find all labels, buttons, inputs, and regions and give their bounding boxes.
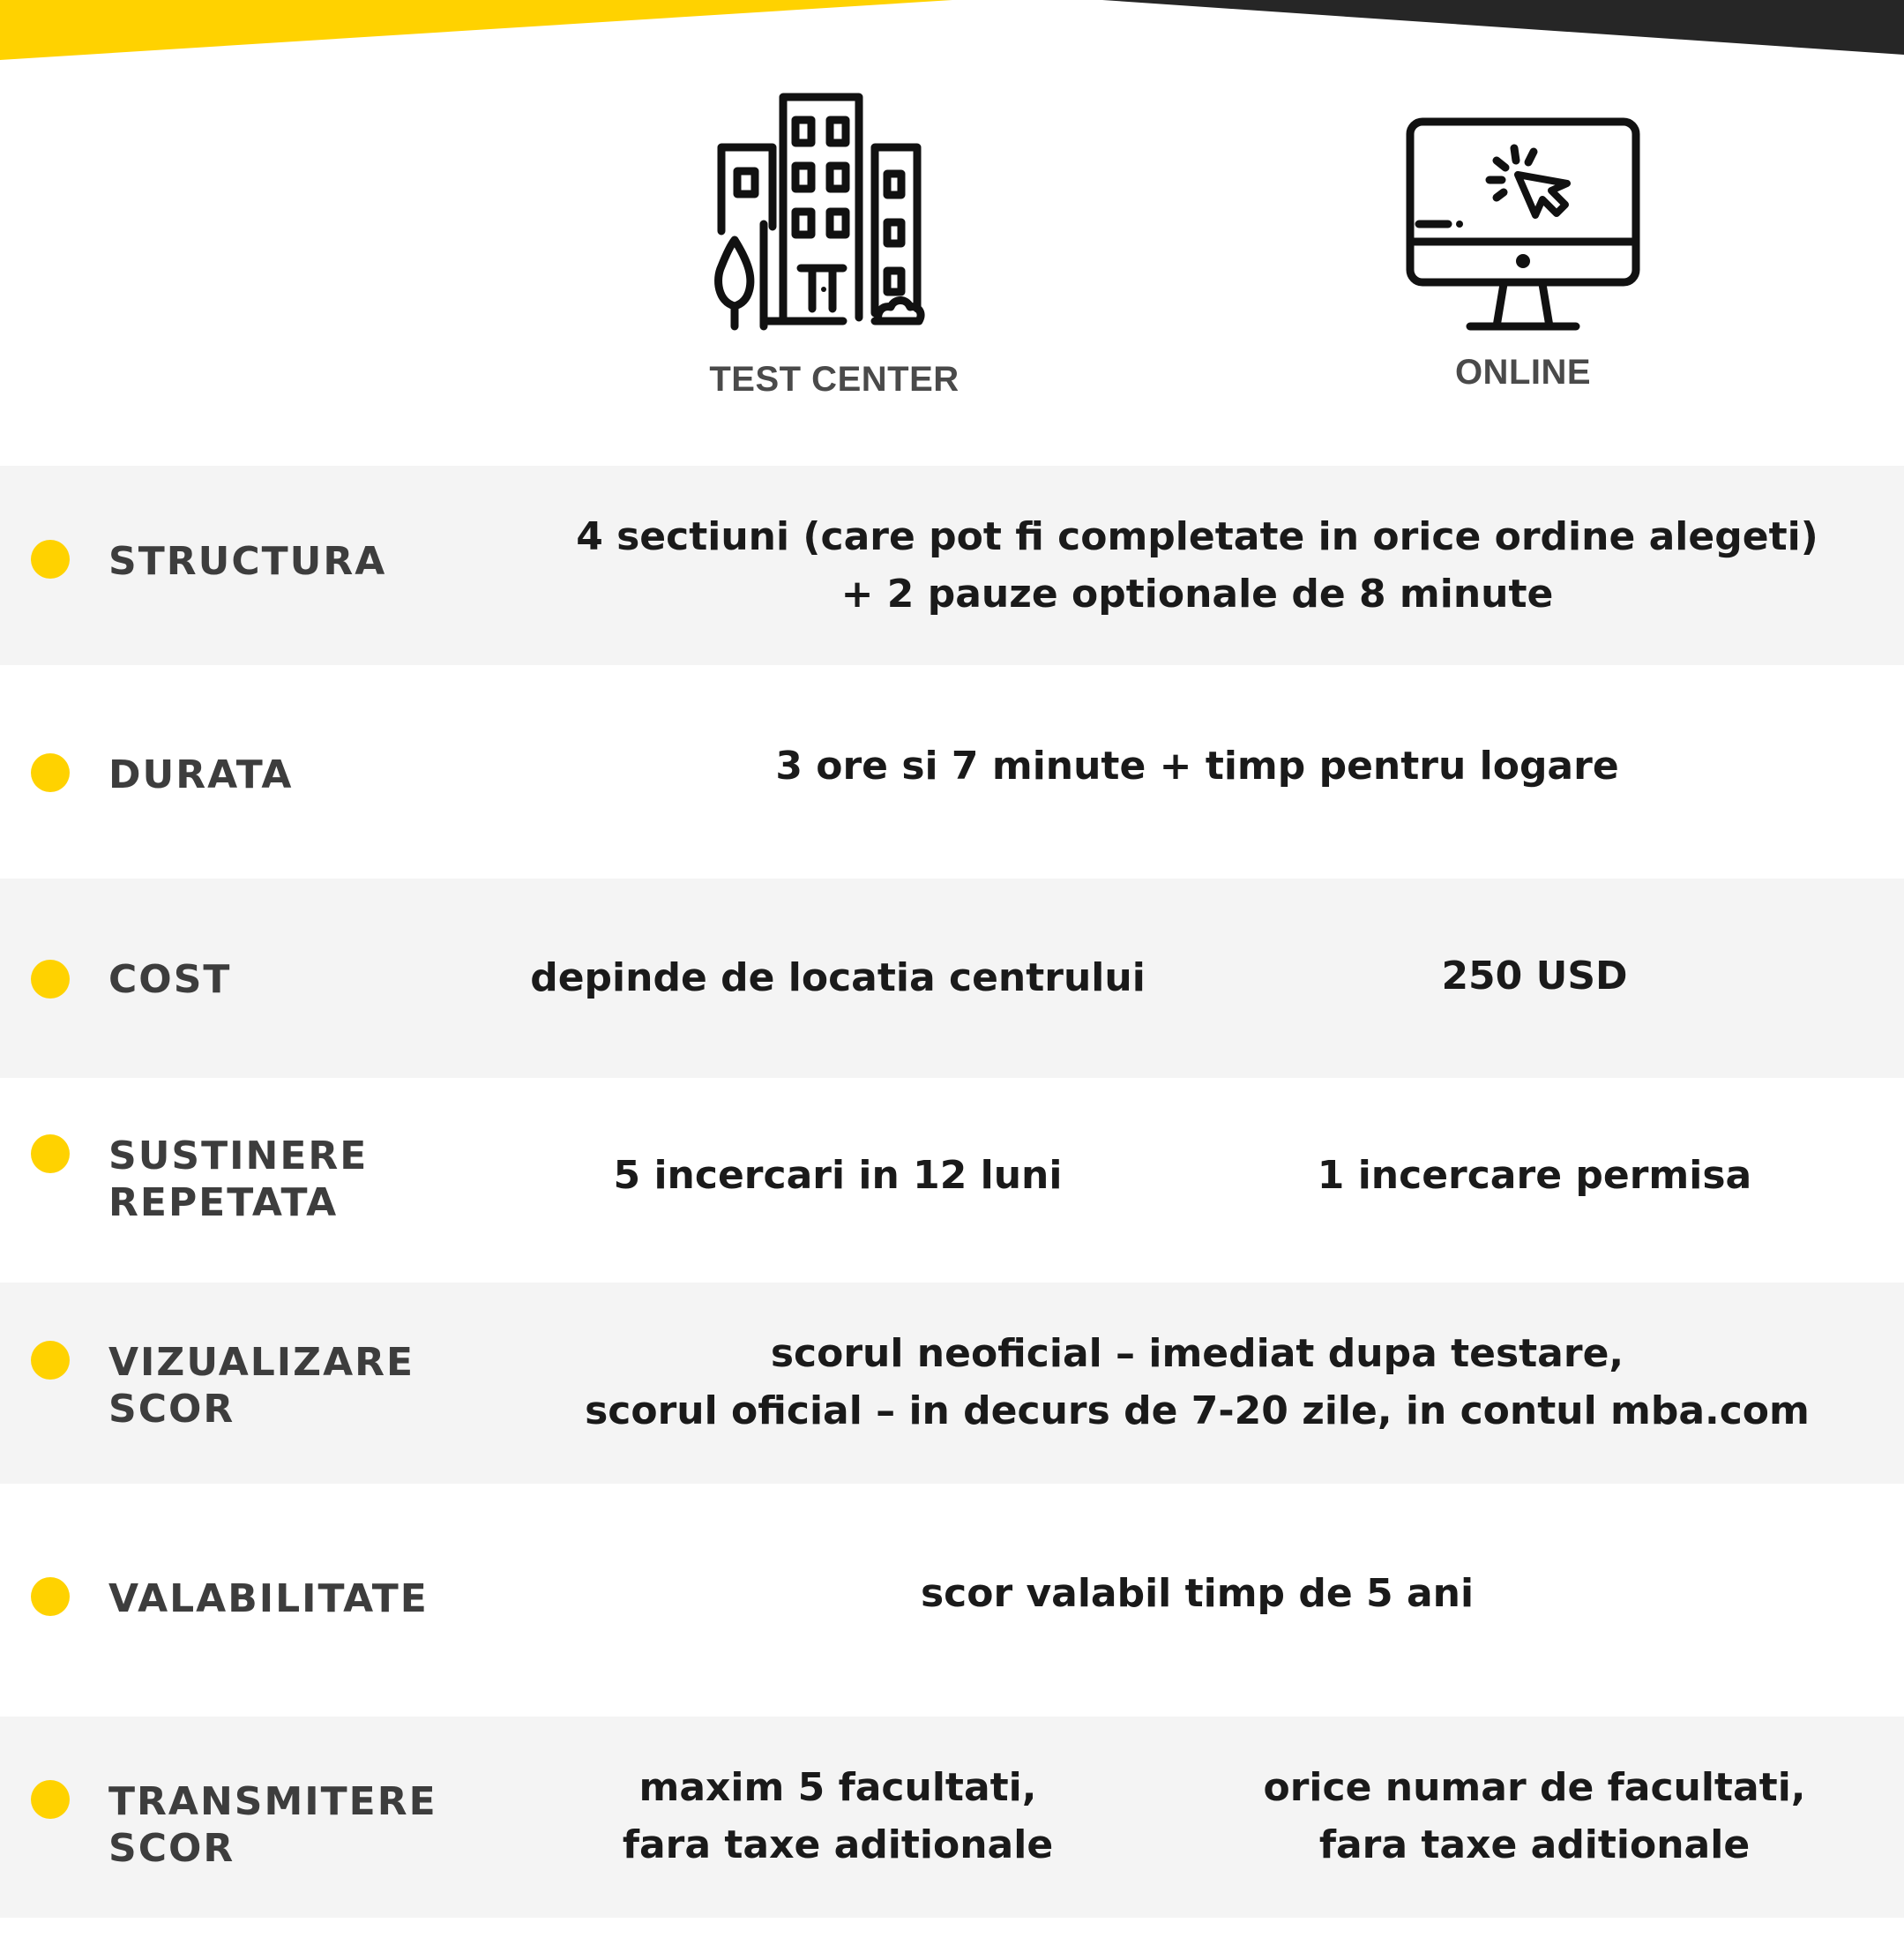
building-icon bbox=[702, 90, 967, 337]
bullet-dot bbox=[31, 1341, 70, 1380]
value-line: orice numar de facultati, bbox=[1263, 1765, 1806, 1810]
column-header-online-label: ONLINE bbox=[1454, 353, 1592, 392]
value-vizualizare-scor bbox=[511, 1325, 1883, 1440]
row-label-text: SCOR bbox=[108, 1826, 235, 1871]
monitor-cursor-icon bbox=[1400, 111, 1646, 340]
bullet-dot bbox=[31, 1577, 70, 1616]
column-header-online bbox=[1258, 0, 1788, 393]
value-sustinere-online bbox=[1217, 1147, 1852, 1204]
row-durata bbox=[0, 665, 1904, 879]
row-label-valabilitate bbox=[108, 1575, 488, 1622]
value-valabilitate bbox=[511, 1565, 1883, 1622]
row-label-text: SUSTINERE bbox=[108, 1133, 369, 1178]
value-line: fara taxe aditionale bbox=[622, 1822, 1054, 1867]
row-label-durata bbox=[108, 752, 488, 798]
value-transmitere-test-center bbox=[520, 1759, 1155, 1874]
value-line: 250 USD bbox=[1441, 954, 1628, 999]
row-label-text: REPETATA bbox=[108, 1180, 339, 1225]
row-label-text: TRANSMITERE bbox=[108, 1779, 437, 1824]
value-line: 4 sectiuni (care pot fi completate in orice ordine alegeti) bbox=[576, 514, 1818, 559]
row-label-vizualizare-scor bbox=[108, 1339, 488, 1433]
bullet-dot bbox=[31, 960, 70, 999]
bullet-dot bbox=[31, 1134, 70, 1173]
row-label-text: COST bbox=[108, 957, 232, 1002]
row-label-structura bbox=[108, 538, 488, 585]
value-line: scorul neoficial – imediat dupa testare, bbox=[770, 1331, 1624, 1376]
row-label-text: DURATA bbox=[108, 752, 294, 797]
value-line: scorul oficial – in decurs de 7-20 zile, in contul mba.com bbox=[585, 1388, 1810, 1433]
row-label-cost bbox=[108, 956, 488, 1003]
value-line: 1 incercare permisa bbox=[1317, 1153, 1752, 1198]
bullet-dot bbox=[31, 540, 70, 579]
column-header-test-center bbox=[570, 0, 1099, 400]
row-label-transmitere-scor bbox=[108, 1778, 488, 1872]
row-label-text: VIZUALIZARE bbox=[108, 1340, 415, 1385]
value-line: + 2 pauze optionale de 8 minute bbox=[840, 572, 1554, 617]
value-line: 5 incercari in 12 luni bbox=[613, 1153, 1063, 1198]
row-structura bbox=[0, 466, 1904, 665]
value-transmitere-online bbox=[1217, 1759, 1852, 1874]
row-label-text: VALABILITATE bbox=[108, 1576, 429, 1621]
value-line: depinde de locatia centrului bbox=[530, 955, 1146, 1000]
row-label-sustinere-repetata bbox=[108, 1133, 488, 1226]
row-label-text: SCOR bbox=[108, 1387, 235, 1432]
row-transmitere-scor bbox=[0, 1717, 1904, 1918]
row-vizualizare-scor bbox=[0, 1283, 1904, 1484]
value-cost-test-center bbox=[520, 949, 1155, 1006]
value-line: scor valabil timp de 5 ani bbox=[920, 1571, 1475, 1616]
row-sustinere-repetata bbox=[0, 1078, 1904, 1283]
row-label-text: STRUCTURA bbox=[108, 539, 387, 584]
column-header-test-center-label: TEST CENTER bbox=[709, 360, 959, 399]
value-cost-online bbox=[1217, 947, 1852, 1005]
bullet-dot bbox=[31, 753, 70, 792]
bullet-dot bbox=[31, 1780, 70, 1819]
value-durata bbox=[511, 737, 1883, 795]
row-valabilitate bbox=[0, 1484, 1904, 1717]
row-cost bbox=[0, 879, 1904, 1078]
value-line: fara taxe aditionale bbox=[1318, 1822, 1751, 1867]
value-sustinere-test-center bbox=[520, 1147, 1155, 1204]
value-line: maxim 5 facultati, bbox=[638, 1765, 1037, 1810]
value-structura bbox=[511, 508, 1883, 623]
value-line: 3 ore si 7 minute + timp pentru logare bbox=[775, 744, 1619, 789]
